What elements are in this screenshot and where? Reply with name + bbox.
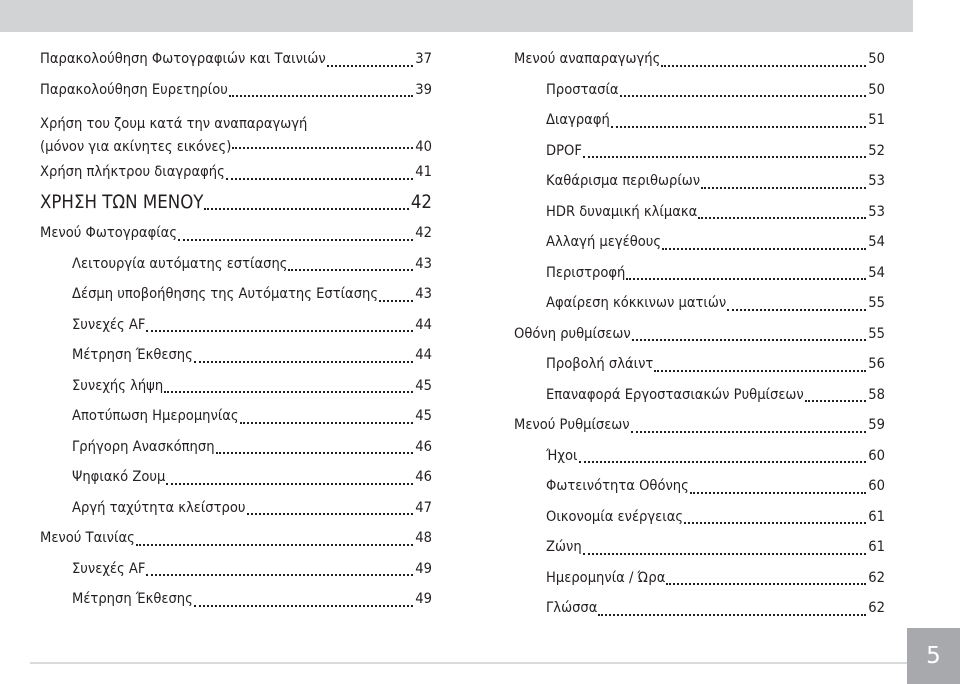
toc-entry [40,188,432,219]
page-number: 5 [926,643,941,669]
toc-entry [514,502,885,533]
toc-dot-leader [620,95,867,97]
toc-dot-leader [327,65,414,67]
toc-dot-leader [632,339,867,341]
toc-entry-label: Συνεχές AF [72,559,146,577]
toc-entry [40,401,432,432]
toc-entry-page: 60 [868,477,885,494]
toc-entry [514,75,885,106]
toc-entry-page: 44 [415,346,432,363]
toc-entry-label: Μενού Ρυθμίσεων [514,416,630,433]
toc-dot-leader [166,483,413,485]
toc-dot-leader [666,583,866,585]
toc-dot-leader [805,400,867,402]
toc-dot-leader [701,187,866,189]
toc-entry-label: Αποτύπωση Ημερομηνίας [72,407,239,424]
toc-entry [40,157,432,188]
toc-dot-leader [698,217,866,219]
toc-entry [514,563,885,594]
toc-entry [514,197,885,228]
toc-dot-leader [661,65,866,67]
toc-dot-leader [379,300,413,302]
toc-entry-label: Καθάρισμα περιθωρίων [546,172,701,189]
toc-dot-leader [136,544,413,546]
toc-entry-page: 39 [415,80,432,98]
toc-dot-leader [727,309,866,311]
toc-entry-label: DPOF [546,141,582,159]
toc-entry [514,410,885,441]
toc-entry-page: 44 [415,315,432,333]
toc-entry-page: 53 [868,202,885,220]
toc-dot-leader [583,156,866,158]
toc-entry-page: 42 [415,224,432,241]
toc-entry [514,349,885,380]
toc-entry-label: Περιστροφή [546,263,626,281]
toc-entry [40,554,432,585]
toc-entry [514,593,885,624]
toc-dot-leader [240,422,414,424]
toc-entry-page: 45 [415,407,432,424]
toc-entry-page: 61 [868,507,885,525]
toc-entry-label: Μενού αναπαραγωγής [514,50,661,67]
toc-entry-page: 37 [415,50,432,67]
toc-dot-leader [178,239,413,241]
toc-dot-leader [204,208,408,210]
footer-rule [30,662,908,664]
toc-dot-leader [611,126,866,128]
toc-entry-label: Προστασία [546,80,619,98]
toc-entry [40,371,432,402]
toc-entry [40,584,432,615]
toc-entry-page: 56 [868,355,885,372]
toc-entry [40,340,432,371]
toc-entry [514,227,885,258]
toc-dot-leader [684,522,866,524]
toc-entry-page: 43 [415,285,432,302]
toc-entry-label: Μενού Ταινίας [40,529,135,546]
toc-entry-page: 47 [415,498,432,516]
toc-entry-label: Μέτρηση Έκθεσης [72,590,193,607]
toc-dot-leader [146,574,413,576]
toc-entry-label: Ζώνη [546,538,582,555]
toc-entry-label: Φωτεινότητα Οθόνης [546,477,689,494]
toc-entry-page: 52 [868,141,885,159]
toc-dot-leader [247,513,414,515]
toc-entry-page: 54 [868,263,885,281]
toc-dot-leader [288,269,413,271]
toc-entry-label: Ήχοι [546,446,578,464]
toc-entry [40,523,432,554]
toc-entry-page: 55 [868,294,885,311]
toc-entry-page: 46 [415,437,432,455]
toc-entry [40,310,432,341]
toc-entry-page: 50 [868,50,885,67]
toc-entry-label: Οικονομία ενέργειας [546,507,684,525]
toc-entry-label: Διαγραφή [546,111,610,128]
toc-entry [514,166,885,197]
toc-entry-page: 48 [415,529,432,546]
toc-entry [514,258,885,289]
toc-entry [514,441,885,472]
toc-dot-leader [583,553,867,555]
toc-entry-page: 54 [868,233,885,250]
toc-entry-label: Αλλαγή μεγέθους [546,233,662,250]
toc-left-column [40,44,432,615]
toc-entry-page: 62 [868,568,885,586]
toc-entry-label: Χρήση πλήκτρου διαγραφής [40,163,225,180]
toc-entry [514,471,885,502]
toc-entry [40,44,432,75]
toc-entry-label: Μέτρηση Έκθεσης [72,346,193,363]
toc-dot-leader [626,278,866,280]
toc-entry-page: 43 [415,254,432,272]
toc-entry-label: (μόνον για ακίνητες εικόνες) [40,138,232,156]
toc-entry [40,279,432,310]
toc-entry-page: 60 [868,446,885,464]
toc-dot-leader [164,391,413,393]
toc-entry-page: 59 [868,416,885,433]
toc-entry [514,319,885,350]
toc-entry-page: 49 [415,559,432,577]
toc-dot-leader [579,461,867,463]
toc-entry [40,493,432,524]
toc-entry-label: Μενού Φωτογραφίας [40,224,178,241]
toc-entry-label-line1: Χρήση του ζουμ κατά την αναπαραγωγή [40,115,308,132]
toc-dot-leader [194,605,413,607]
toc-entry [514,532,885,563]
toc-dot-leader [654,370,866,372]
toc-entry-label: Συνεχής λήψη [72,376,164,394]
toc-entry-label: Γλώσσα [546,599,598,616]
toc-entry-page: 61 [868,538,885,555]
toc-entry-page: 53 [868,172,885,189]
toc-entry [514,288,885,319]
toc-entry-label: Ψηφιακό Ζουμ [72,468,166,485]
toc-entry-label: Παρακολούθηση Ευρετηρίου [40,80,228,98]
toc-entry-page: 58 [868,385,885,403]
toc-entry [514,105,885,136]
toc-entry-page: 50 [868,80,885,98]
toc-entry-page: 55 [868,324,885,342]
toc-dot-leader [598,614,866,616]
toc-dot-leader [146,330,413,332]
toc-entry [514,136,885,167]
header-bar [0,0,913,32]
toc-entry-label: HDR δυναμική κλίμακα [546,202,698,220]
toc-dot-leader [631,431,867,433]
toc-entry-label: Γρήγορη Ανασκόπηση [72,437,215,455]
toc-entry-label: Συνεχές AF [72,315,146,333]
toc-entry-line2 [40,135,432,157]
toc-entry [40,218,432,249]
toc-dot-leader [226,178,413,180]
toc-entry-label: ΧΡΗΣΗ ΤΩΝ ΜΕΝΟΥ [40,191,204,213]
toc-entry [514,44,885,75]
toc-dot-leader [216,452,414,454]
toc-dot-leader [232,147,413,149]
toc-entry-page: 42 [410,191,432,213]
toc-entry [40,432,432,463]
toc-dot-leader [194,361,413,363]
toc-dot-leader [690,492,866,494]
toc-entry-label: Λειτουργία αυτόματης εστίασης [72,254,288,272]
toc-entry-label: Δέσμη υποβοήθησης της Αυτόματης Εστίασης [72,285,379,302]
toc-entry-label: Αργή ταχύτητα κλείστρου [72,498,246,516]
toc-entry [514,380,885,411]
toc-entry-page: 62 [868,599,885,616]
toc-entry [40,115,432,157]
toc-entry [40,462,432,493]
toc-entry-page: 51 [868,111,885,128]
toc-entry-page: 40 [415,138,432,156]
toc-entry-page: 46 [415,468,432,485]
toc-entry-label: Παρακολούθηση Φωτογραφιών και Ταινιών [40,50,326,67]
toc-entry-page: 49 [415,590,432,607]
toc-entry [40,249,432,280]
toc-entry-label: Προβολή σλάιντ [546,355,654,372]
toc-dot-leader [229,95,413,97]
toc-entry-label: Αφαίρεση κόκκινων ματιών [546,294,727,311]
toc-right-column [514,44,885,624]
toc-dot-leader [662,248,866,250]
toc-entry-page: 45 [415,376,432,394]
toc-entry-label: Ημερομηνία / Ώρα [546,568,666,586]
page-number-badge [907,628,960,684]
toc-entry [40,75,432,106]
toc-entry-page: 41 [415,163,432,180]
toc-entry-label: Επαναφορά Εργοστασιακών Ρυθμίσεων [546,385,804,403]
toc-entry-label: Οθόνη ρυθμίσεων [514,324,631,342]
